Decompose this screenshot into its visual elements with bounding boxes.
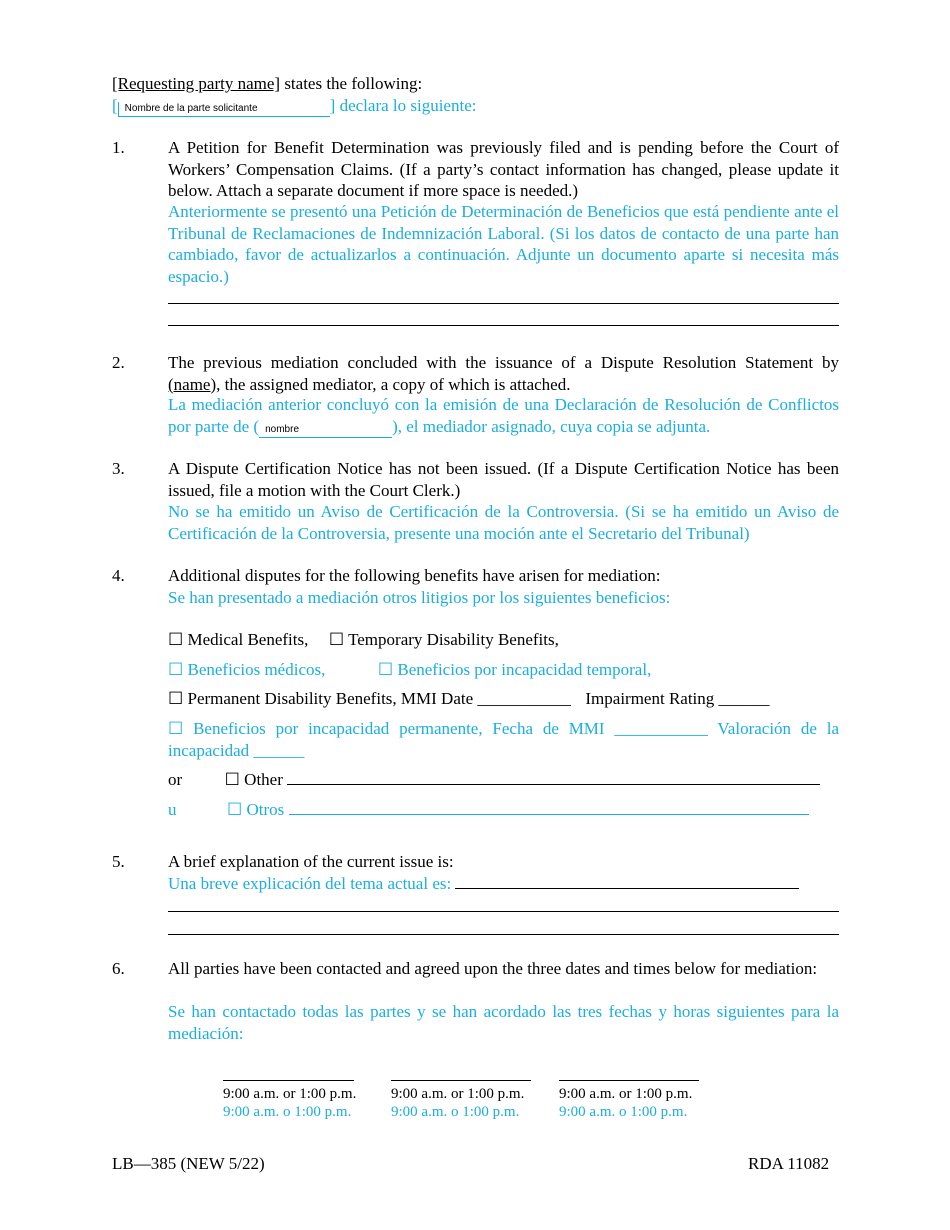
medical-benefits-checkbox[interactable]: ☐: [168, 630, 184, 649]
impairment-rating-label: Impairment Rating ______: [585, 689, 770, 708]
item-3-text-en: A Dispute Certification Notice has not been issued. (If a Dispute Certification Notice has been issued, file a motion with the Court Clerk.): [168, 459, 839, 500]
item-number-2: 2.: [112, 353, 125, 372]
item-number-1: 1.: [112, 138, 125, 157]
header-line-en: [112, 73, 422, 95]
item-5-text-es-row: [168, 873, 799, 895]
issue-explanation-line-0[interactable]: [455, 874, 799, 889]
other-row-en: [168, 769, 820, 791]
date-line-3[interactable]: [559, 1080, 699, 1081]
time-es-2: 9:00 a.m. o 1:00 p.m.: [391, 1104, 520, 1120]
medical-benefits-label: Medical Benefits,: [187, 630, 309, 649]
incapacidad-permanente-label: Beneficios por incapacidad permanente, Fecha de MMI ___________ Valoración de la incapacidad ______: [168, 719, 840, 760]
otros-checkbox[interactable]: ☐: [227, 800, 243, 819]
other-label: Other: [244, 770, 283, 789]
item-2-text-es: [168, 394, 839, 438]
time-en-1: 9:00 a.m. or 1:00 p.m.: [223, 1086, 357, 1102]
item-1-update-line-1[interactable]: [168, 303, 839, 304]
item-6-text-es: Se han contactado todas las partes y se han acordado las tres fechas y horas siguientes para la mediación:: [168, 1002, 839, 1043]
date-line-2[interactable]: [391, 1080, 531, 1081]
beneficios-medicos-label: Beneficios médicos,: [187, 660, 326, 679]
rda-number: RDA 11082: [748, 1154, 830, 1173]
permanent-disability-label: Permanent Disability Benefits, MMI Date ___________: [187, 689, 571, 708]
form-code: LB—385 (NEW 5/22): [112, 1154, 265, 1173]
benefits-row-en-1: [168, 629, 559, 651]
or-label: or: [168, 770, 183, 789]
item-1-update-line-2[interactable]: [168, 325, 839, 326]
other-input-line[interactable]: [287, 770, 820, 785]
requesting-party-label: [Requesting party name]: [112, 74, 281, 93]
header-line-es: [112, 95, 476, 117]
beneficios-medicos-checkbox[interactable]: ☐: [168, 660, 184, 679]
item-2-text-es-b: ), el mediador asignado, cuya copia se adjunta.: [392, 416, 711, 436]
issue-explanation-line-2[interactable]: [168, 934, 839, 935]
item-2-text-en-a: The previous mediation concluded with the issuance of a Dispute Resolution Statement by: [168, 353, 839, 372]
temporary-disability-label: Temporary Disability Benefits,: [348, 630, 559, 649]
item-2-text-en-b: the assigned mediator, a copy of which is attached.: [220, 374, 571, 394]
time-en-2: 9:00 a.m. or 1:00 p.m.: [391, 1086, 525, 1102]
states-following-text: states the following:: [280, 74, 423, 93]
incapacidad-temporal-label: Beneficios por incapacidad temporal,: [397, 660, 652, 679]
date-line-1[interactable]: [223, 1080, 354, 1081]
item-number-6: 6.: [112, 959, 125, 978]
permanent-disability-checkbox[interactable]: ☐: [168, 689, 184, 708]
benefits-row-en-2: [168, 688, 770, 710]
item-5-text-en: A brief explanation of the current issue is:: [168, 852, 454, 871]
item-5-text-es: Una breve explicación del tema actual es:: [168, 874, 452, 893]
item-1-text-en: A Petition for Benefit Determination was previously filed and is pending before the Court of Workers’ Compensation Claims. (If a party’s contact information has changed, please update it below. Attach a separate document if more space is needed.): [168, 138, 839, 200]
item-3-text-es: No se ha emitido un Aviso de Certificación de la Controversia. (Si se ha emitido un Aviso de Certificación de la Controversia, presente una moción ante el Secretario del Tribunal): [168, 502, 839, 543]
item-6-text-en: All parties have been contacted and agreed upon the three dates and times below for mediation:: [168, 959, 818, 978]
item-2-text-es-a: La mediación anterior concluyó con la emisión de una Declaración de Resolución de Conflictos por parte de (: [168, 395, 839, 436]
bracket-open: [: [112, 96, 118, 115]
u-label: u: [168, 800, 177, 819]
otros-label: Otros: [246, 800, 285, 819]
item-2-text-en: [168, 352, 839, 395]
benefits-row-es-2: [168, 718, 839, 761]
item-4-text-en: Additional disputes for the following benefits have arisen for mediation:: [168, 566, 661, 585]
mediator-name-field[interactable]: nombre: [259, 423, 392, 438]
benefits-row-es-1: [168, 659, 651, 681]
party-name-field[interactable]: Nombre de la parte solicitante: [118, 102, 330, 117]
item-number-4: 4.: [112, 566, 125, 585]
incapacidad-temporal-checkbox[interactable]: ☐: [377, 660, 394, 679]
item-1-text-es: Anteriormente se presentó una Petición de Determinación de Beneficios que está pendiente ante el Tribunal de Reclamaciones de Indemnización Laboral. (Si los datos de contacto de una parte han cambiado, favor de actualizarlos a continuación. Adjunte un documento aparte si necesita más espacio.): [168, 202, 839, 286]
mediator-name-label: (name),: [168, 374, 221, 394]
time-es-1: 9:00 a.m. o 1:00 p.m.: [223, 1104, 352, 1120]
incapacidad-permanente-checkbox[interactable]: ☐: [168, 719, 184, 738]
temporary-disability-checkbox[interactable]: ☐: [328, 630, 345, 649]
time-en-3: 9:00 a.m. or 1:00 p.m.: [559, 1086, 693, 1102]
item-4-text-es: Se han presentado a mediación otros litigios por los siguientes beneficios:: [168, 588, 671, 607]
item-number-3: 3.: [112, 459, 125, 478]
other-checkbox[interactable]: ☐: [224, 770, 240, 789]
otros-input-line[interactable]: [289, 800, 809, 815]
time-es-3: 9:00 a.m. o 1:00 p.m.: [559, 1104, 688, 1120]
item-number-5: 5.: [112, 852, 125, 871]
issue-explanation-line-1[interactable]: [168, 911, 839, 912]
other-row-es: [168, 799, 809, 821]
declara-text: ] declara lo siguiente:: [329, 96, 477, 115]
